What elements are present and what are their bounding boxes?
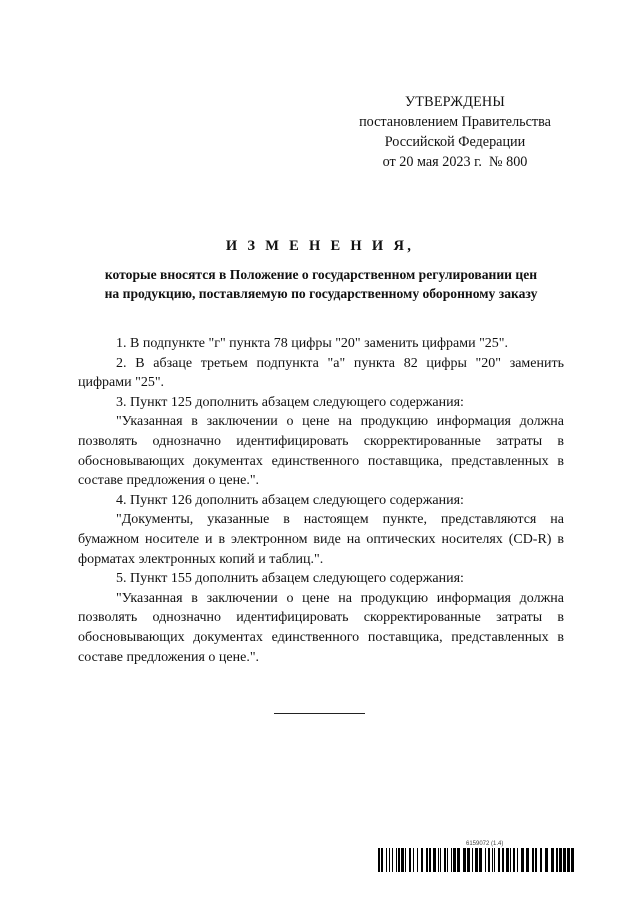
subtitle-line: на продукцию, поставляемую по государственному оборонному заказу	[104, 286, 538, 301]
barcode-bar	[453, 848, 456, 872]
barcode-bar	[563, 848, 566, 872]
barcode-bar	[451, 848, 452, 872]
approval-heading: УТВЕРЖДЕНЫ	[405, 94, 505, 110]
barcode-bar	[479, 848, 482, 872]
paragraph-7: 5. Пункт 155 дополнить абзацем следующего содержания:	[116, 571, 464, 587]
barcode-bar	[429, 848, 431, 872]
paragraph-1: 1. В подпункте "г" пункта 78 цифры "20" заменить цифрами "25".	[116, 336, 509, 351]
barcode-bar	[467, 848, 470, 872]
approval-date: от 20 мая 2023 г. № 800	[382, 154, 528, 170]
barcode-bar	[545, 848, 548, 872]
document-title: И З М Е Н Е Н И Я,	[225, 238, 415, 254]
barcode-bar	[475, 848, 478, 872]
document-code: 6159072 (1.4)	[466, 841, 504, 847]
barcode-bar	[492, 848, 493, 872]
barcode-bar	[532, 848, 534, 872]
paragraph-6: "Документы, указанные в настоящем пункте, представляются на бумажном носителе и в электронном виде на оптических носителях (CD-R) в форматах электронных копий и таблиц.".	[78, 512, 564, 567]
approval-line: постановлением Правительства	[359, 114, 551, 130]
barcode-bar	[551, 848, 554, 872]
barcode-bar	[409, 848, 411, 872]
barcode-bar	[502, 848, 504, 872]
barcode-bar	[535, 848, 537, 872]
barcode-bar	[498, 848, 500, 872]
barcode-bar	[405, 848, 406, 872]
barcode-bar	[417, 848, 418, 872]
barcode-bar	[567, 848, 570, 872]
barcode-bar	[463, 848, 466, 872]
paragraph-8: "Указанная в заключении о цене на продукцию информация должна позволять однозначно идентифицировать скорректированные затраты в обосновывающих документах единственного поставщика, представленных в составе предложения о цене.".	[78, 590, 564, 665]
approval-block	[340, 92, 570, 172]
barcode-bar	[401, 848, 404, 872]
barcode-bar	[517, 848, 518, 872]
subtitle-line: которые вносятся в Положение о государственном регулировании цен	[104, 267, 538, 282]
barcode-bar	[472, 848, 473, 872]
barcode-bar	[556, 848, 558, 872]
barcode-bar	[426, 848, 428, 872]
barcode-bar	[447, 848, 448, 872]
barcode-bar	[526, 848, 529, 872]
barcode-bar	[540, 848, 542, 872]
closing-rule	[274, 713, 365, 714]
paragraph-3: 3. Пункт 125 дополнить абзацем следующего содержания:	[116, 394, 464, 410]
barcode-bar	[494, 848, 495, 872]
barcode-bar	[457, 848, 460, 872]
barcode-bar	[444, 848, 446, 872]
barcode-bar	[521, 848, 524, 872]
barcode-bar	[421, 848, 423, 872]
barcode-bar	[386, 848, 387, 872]
barcode-bar	[506, 848, 509, 872]
barcode-bar	[392, 848, 393, 872]
barcode-bar	[559, 848, 562, 872]
document-body	[78, 334, 564, 667]
barcode-bar	[485, 848, 486, 872]
barcode-bar	[488, 848, 490, 872]
approval-line: Российской Федерации	[384, 134, 526, 150]
barcode-bar	[513, 848, 515, 872]
barcode-bar	[381, 848, 383, 872]
barcode-bar	[396, 848, 397, 872]
barcode-bar	[389, 848, 390, 872]
barcode-bar	[440, 848, 441, 872]
barcode	[378, 848, 574, 872]
document-subtitle	[70, 265, 572, 303]
barcode-bar	[413, 848, 414, 872]
barcode-bar	[378, 848, 380, 872]
barcode-bar	[433, 848, 436, 872]
paragraph-2: 2. В абзаце третьем подпункта "а" пункта 82 цифры "20" заменить цифрами "25".	[78, 355, 564, 391]
barcode-bar	[571, 848, 574, 872]
paragraph-4: "Указанная в заключении о цене на продукцию информация должна позволять однозначно идентифицировать скорректированные затраты в обосновывающих документах единственного поставщика, представленных в составе предложения о цене.".	[78, 414, 564, 489]
paragraph-5: 4. Пункт 126 дополнить абзацем следующего содержания:	[116, 492, 464, 508]
barcode-bar	[510, 848, 511, 872]
barcode-bar	[438, 848, 439, 872]
barcode-bar	[398, 848, 400, 872]
